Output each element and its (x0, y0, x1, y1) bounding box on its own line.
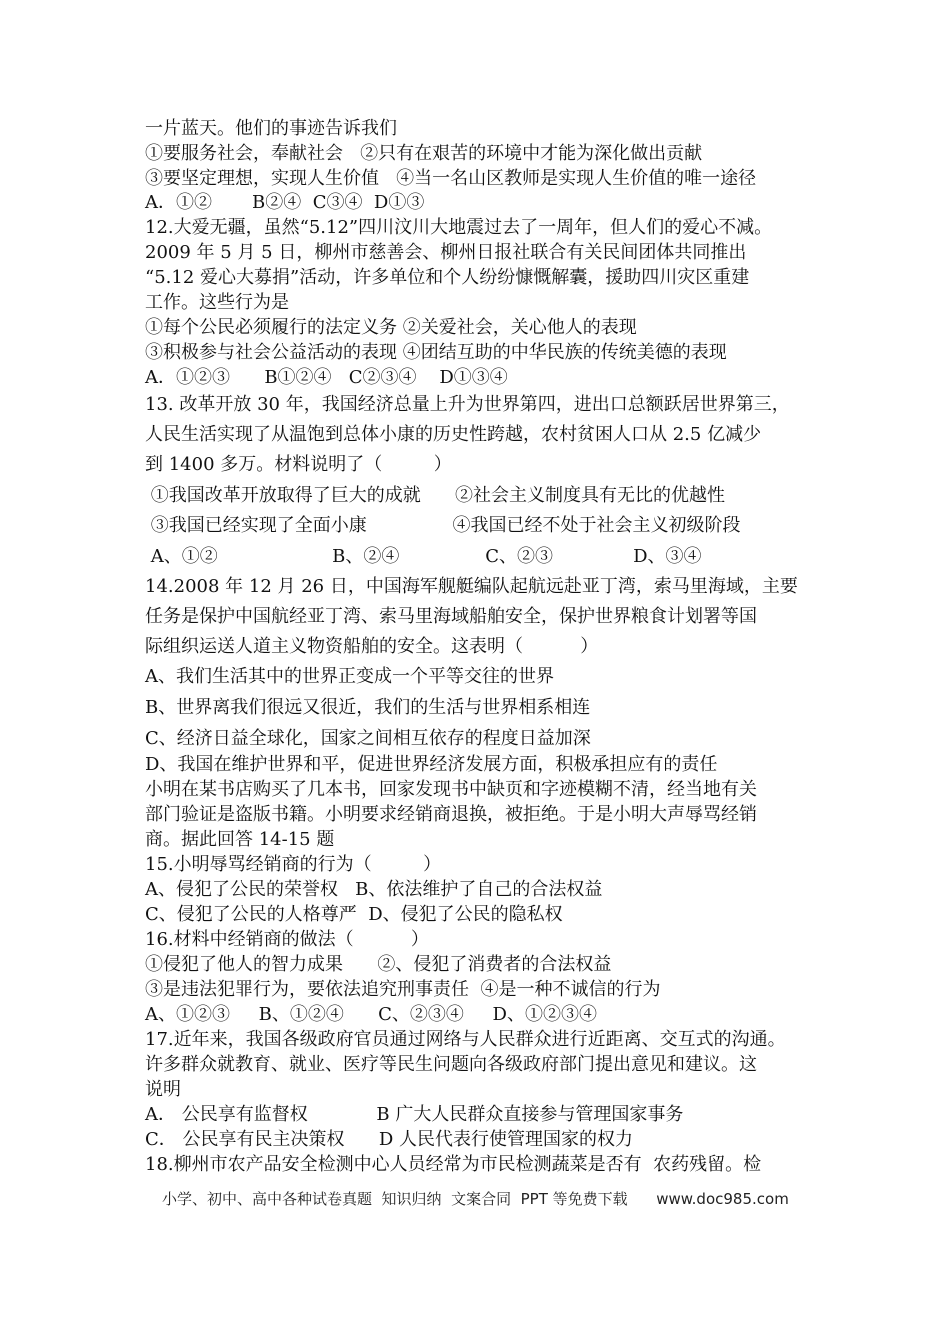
text-line: 18.柳州市农产品安全检测中心人员经常为市民检测蔬菜是否有 农药残留。检 (145, 1154, 762, 1175)
text-line: B、世界离我们很远又很近，我们的生活与世界相系相连 (145, 697, 591, 718)
text-line: D、我国在维护世界和平，促进世界经济发展方面，积极承担应有的责任 (145, 754, 718, 775)
text-line: 部门验证是盗版书籍。小明要求经销商退换，被拒绝。于是小明大声辱骂经销 (145, 804, 757, 825)
text-line: 12.大爱无疆，虽然“5.12”四川汶川大地震过去了一周年，但人们的爱心不减。 (145, 217, 773, 238)
text-line: ①要服务社会，奉献社会 ②只有在艰苦的环境中才能为深化做出贡献 (145, 143, 703, 164)
text-line: A．①② B②④ C③④ D①③ (145, 192, 425, 213)
text-line: 16.材料中经销商的做法（ ） (145, 929, 429, 950)
text-line: ③我国已经实现了全面小康 ④我国已经不处于社会主义初级阶段 (145, 515, 741, 536)
text-line: 2009 年 5 月 5 日，柳州市慈善会、柳州日报社联合有关民间团体共同推出 (145, 242, 747, 263)
text-line: A、我们生活其中的世界正变成一个平等交往的世界 (145, 666, 554, 687)
text-line: 17.近年来，我国各级政府官员通过网络与人民群众进行近距离、交互式的沟通。 (145, 1029, 786, 1050)
text-line: 到 1400 多万。材料说明了（ ） (145, 454, 452, 475)
text-line: 14.2008 年 12 月 26 日，中国海军舰艇编队起航远赴亚丁湾，索马里海域，主要 (145, 576, 798, 597)
text-line: 人民生活实现了从温饱到总体小康的历史性跨越，农村贫困人口从 2.5 亿减少 (145, 424, 762, 445)
text-line: ③要坚定理想，实现人生价值 ④当一名山区教师是实现人生价值的唯一途径 (145, 168, 757, 189)
text-line: C、侵犯了公民的人格尊严 D、侵犯了公民的隐私权 (145, 904, 563, 925)
text-line: 说明 (145, 1079, 181, 1100)
text-line: ③积极参与社会公益活动的表现 ④团结互助的中华民族的传统美德的表现 (145, 342, 727, 363)
text-line: 工作。这些行为是 (145, 292, 289, 313)
text-line: C． 公民享有民主决策权 D 人民代表行使管理国家的权力 (145, 1129, 633, 1150)
text-line: 任务是保护中国航经亚丁湾、索马里海域船舶安全，保护世界粮食计划署等国 (145, 606, 757, 627)
text-line: A、侵犯了公民的荣誉权 B、依法维护了自己的合法权益 (145, 879, 603, 900)
text-line: A．①②③ B①②④ C②③④ D①③④ (145, 367, 508, 388)
text-line: ③是违法犯罪行为，要依法追究刑事责任 ④是一种不诚信的行为 (145, 979, 661, 1000)
text-line: “5.12 爱心大募捐”活动，许多单位和个人纷纷慷慨解囊，援助四川灾区重建 (145, 267, 750, 288)
text-line: A． 公民享有监督权 B 广大人民群众直接参与管理国家事务 (145, 1104, 684, 1125)
text-line: C、经济日益全球化，国家之间相互依存的程度日益加深 (145, 728, 591, 749)
text-line: 一片蓝天。他们的事迹告诉我们 (145, 118, 397, 139)
text-line: 13. 改革开放 30 年，我国经济总量上升为世界第四，进出口总额跃居世界第三， (145, 394, 790, 415)
text-line: ①每个公民必须履行的法定义务 ②关爱社会，关心他人的表现 (145, 317, 637, 338)
text-line: 际组织运送人道主义物资船舶的安全。这表明（ ） (145, 636, 599, 657)
text-line: 商。据此回答 14-15 题 (145, 829, 335, 850)
text-line: 许多群众就教育、就业、医疗等民生问题向各级政府部门提出意见和建议。这 (145, 1054, 757, 1075)
text-line: A、①②③ B、①②④ C、②③④ D、①②③④ (145, 1004, 597, 1025)
text-line: A、①② B、②④ C、②③ D、③④ (145, 546, 702, 567)
text-line: 15.小明辱骂经销商的行为（ ） (145, 854, 442, 875)
text-line: ①侵犯了他人的智力成果 ②、侵犯了消费者的合法权益 (145, 954, 612, 975)
text-line: 小明在某书店购买了几本书，回家发现书中缺页和字迹模糊不清，经当地有关 (145, 779, 757, 800)
page-footer: 小学、初中、高中各种试卷真题 知识归纳 文案合同 PPT 等免费下载 www.doc985.com (162, 1190, 789, 1208)
text-line: ①我国改革开放取得了巨大的成就 ②社会主义制度具有无比的优越性 (145, 485, 726, 506)
